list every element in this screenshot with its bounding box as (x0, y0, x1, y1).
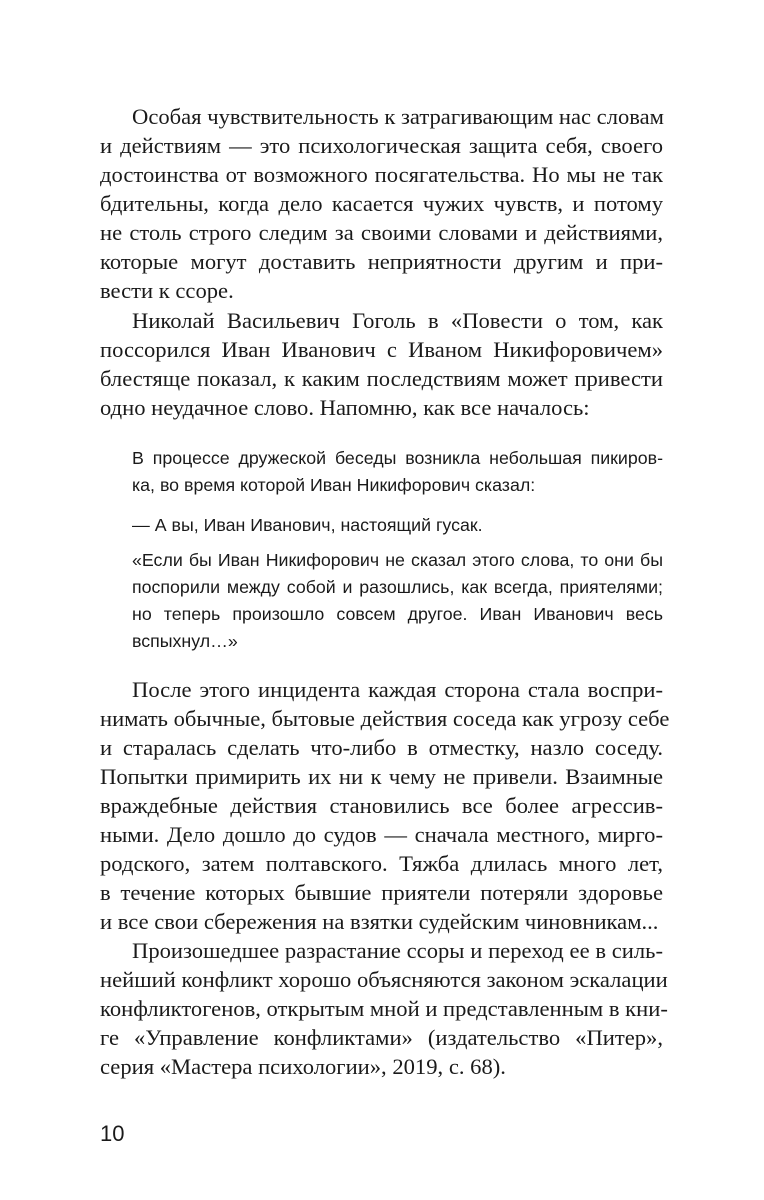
quote-citation-line: вспыхнул…» (132, 631, 238, 651)
paragraph-line: поссорился Иван Иванович с Иваном Никифоровичем» (100, 337, 663, 362)
paragraph-line: Попытки примирить их ни к чему не привели. Взаимные (100, 764, 663, 789)
paragraph-line: ными. Дело дошло до судов — сначала местного, мирго- (100, 822, 663, 847)
page-number: 10 (100, 1121, 125, 1146)
paragraph-line: и действиям — это психологическая защита себя, своего (100, 133, 663, 158)
paragraph-line: Николай Васильевич Гоголь в «Повести о том, как (132, 308, 663, 333)
paragraph-line: нимать обычные, бытовые действия соседа как угрозу себе (100, 706, 670, 731)
paragraph-line: нейший конфликт хорошо объясняются законом эскалации (100, 967, 668, 992)
paragraph-line: Произошедшее разрастание ссоры и переход ее в силь- (132, 938, 663, 963)
paragraph-line: достоинства от возможного посягательства. Но мы не так (100, 162, 663, 187)
quote-speech: — А вы, Иван Иванович, настоящий гусак. (132, 515, 483, 535)
quote-citation-line: «Если бы Иван Никифорович не сказал этого слова, то они бы (132, 550, 663, 570)
paragraph-line: После этого инцидента каждая сторона стала воспри- (132, 677, 663, 702)
paragraph-line: одно неудачное слово. Напомню, как все началось: (100, 395, 590, 420)
paragraph-line: бдительны, когда дело касается чужих чувств, и потому (100, 191, 663, 216)
paragraph-line: и старалась сделать что-либо в отместку, назло соседу. (100, 735, 663, 760)
quote-citation-line: но теперь произошло совсем другое. Иван Иванович весь (132, 604, 663, 624)
paragraph-line: серия «Мастера психологии», 2019, с. 68). (100, 1054, 506, 1079)
paragraph-line: и все свои сбережения на взятки судейским чиновникам... (100, 909, 659, 934)
paragraph-line: конфликтогенов, открытым мной и представленным в кни- (100, 996, 668, 1021)
paragraph-line: в течение которых бывшие приятели потеряли здоровье (100, 880, 663, 905)
paragraph-line: вести к ссоре. (100, 278, 234, 303)
paragraph-line: блестяще показал, к каким последствиям может привести (100, 366, 663, 391)
paragraph-line: родского, затем полтавского. Тяжба длилась много лет, (100, 851, 663, 876)
quote-line: В процессе дружеской беседы возникла небольшая пикиров- (132, 448, 663, 468)
paragraph-line: Особая чувствительность к затрагивающим нас словам (132, 104, 664, 129)
paragraph-line: не столь строго следим за своими словами и действиями, (100, 220, 663, 245)
paragraph-line: ге «Управление конфликтами» (издательство «Питер», (100, 1025, 663, 1050)
paragraph-line: враждебные действия становились все более агрессив- (100, 793, 663, 818)
quote-line: ка, во время которой Иван Никифорович сказал: (132, 475, 536, 495)
paragraph-line: которые могут доставить неприятности другим и при- (100, 249, 663, 274)
quote-citation-line: поспорили между собой и разошлись, как всегда, приятелями; (132, 577, 663, 597)
